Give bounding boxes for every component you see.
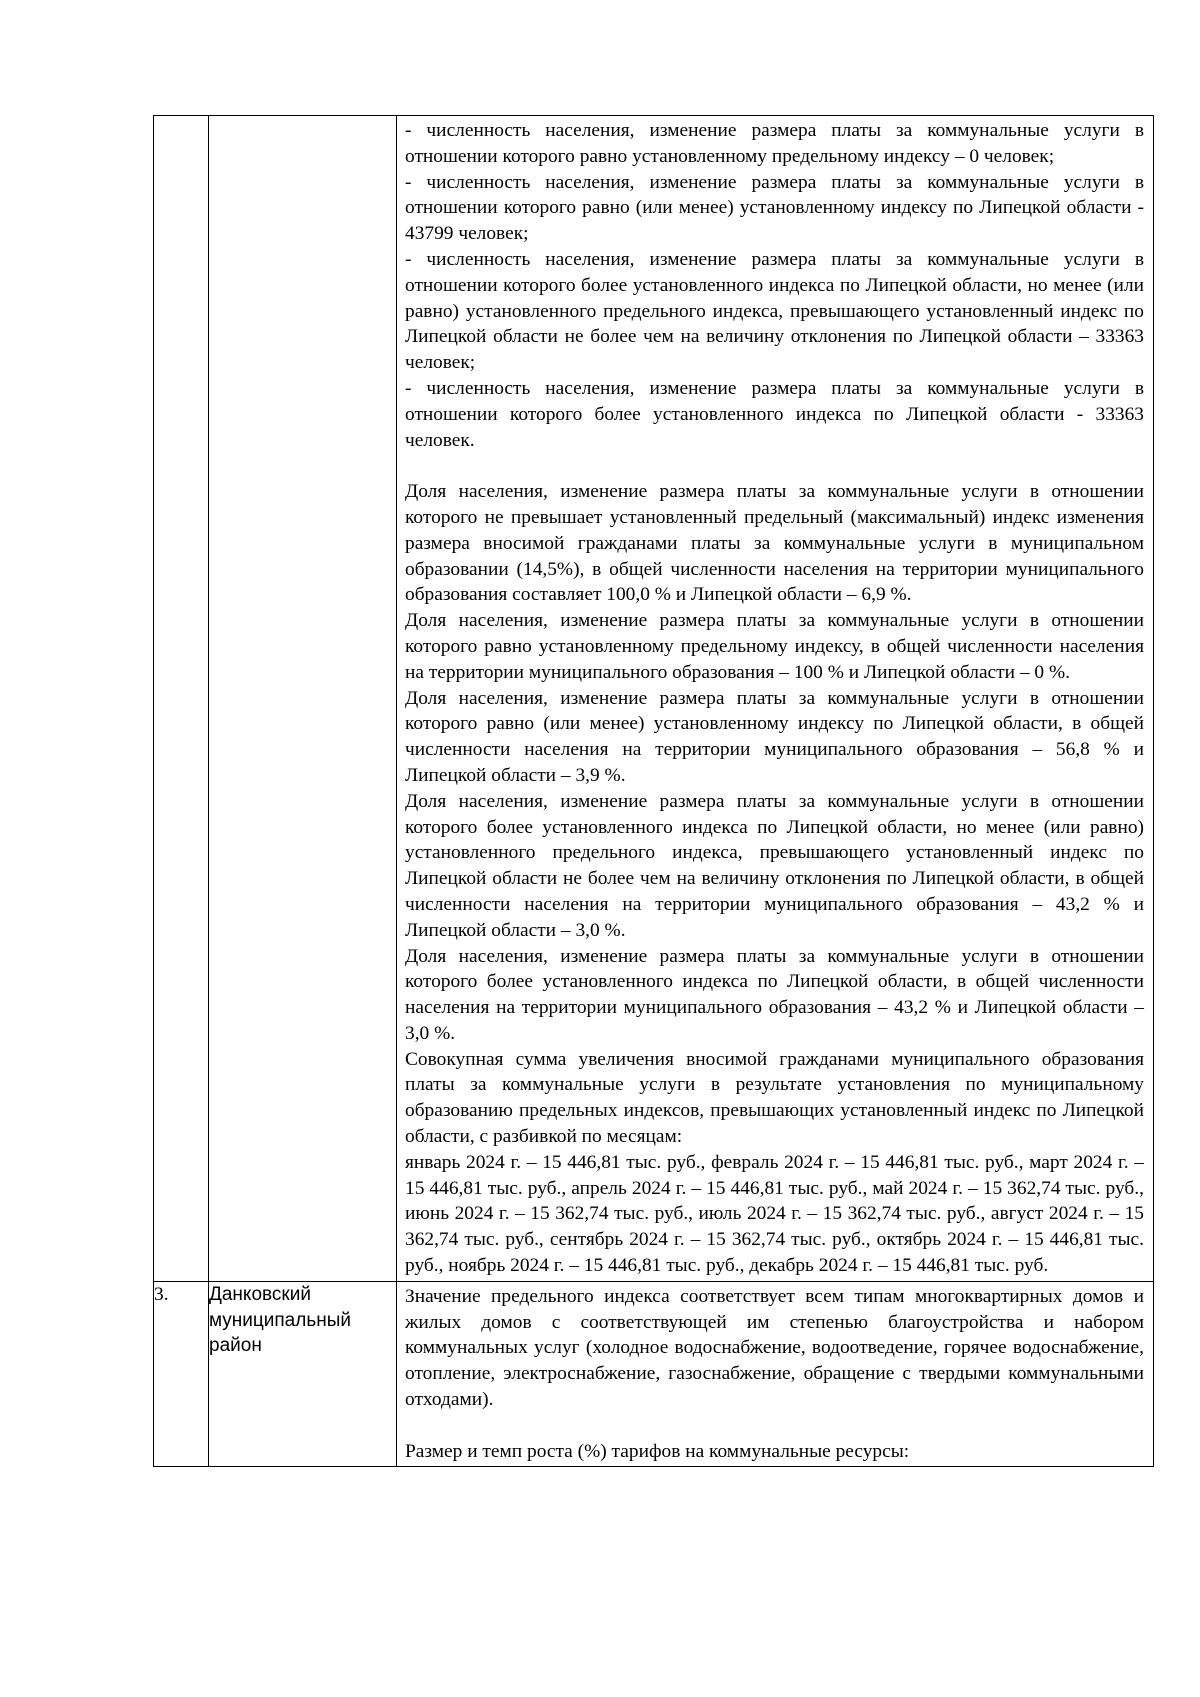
index-description-paragraph: Значение предельного индекса соответствует всем типам многоквартирных домов и жилых домов с соответствующей им степенью благоустройства и набором коммунальных услуг (холодное водоснабжение, водоотведение, горячее водоснабжение, отопление, электроснабжение, газоснабжение, обращение с твердыми коммунальными отходами).: [405, 1285, 1144, 1411]
share-paragraph: Доля населения, изменение размера платы за коммунальные услуги в отношении которого более установленного индекса по Липецкой области, в общей численности населения на территории муниципального образования – 43,2 % и Липецкой области – 3,0 %.: [405, 945, 1144, 1044]
row-number-cell: 3.: [154, 1281, 209, 1467]
share-paragraph: Доля населения, изменение размера платы за коммунальные услуги в отношении которого равно установленному предельному индексу, в общей численности населения на территории муниципального образования – 100 % и Липецкой области – 0 %.: [405, 610, 1144, 683]
municipality-name-cell: [209, 116, 397, 1282]
population-item: - численность населения, изменение размера платы за коммунальные услуги в отношении которого более установленного индекса по Липецкой области - 33363 человек.: [405, 377, 1144, 451]
paragraph-gap: [405, 1413, 1144, 1439]
description-text: [397, 1282, 1153, 1467]
population-item: - численность населения, изменение размера платы за коммунальные услуги в отношении которого равно установленному предельному индексу – 0 человек;: [405, 120, 1144, 167]
municipality-name-cell: [209, 1281, 397, 1467]
paragraph-gap: [405, 453, 1144, 479]
description-cell: [397, 1281, 1154, 1467]
municipality-name-line: муниципальный: [209, 1309, 351, 1331]
share-paragraph: Доля населения, изменение размера платы за коммунальные услуги в отношении которого более установленного индекса по Липецкой области, но менее (или равно) установленного предельного индекса, превышающего установленный индекс по Липецкой области не более чем на величину отклонения по Липецкой области, в общей численности населения на территории муниципального образования – 43,2 % и Липецкой области – 3,0 %.: [405, 790, 1144, 941]
share-paragraph: Доля населения, изменение размера платы за коммунальные услуги в отношении которого не превышает установленный предельный (максимальный) индекс изменения размера вносимой гражданами платы за коммунальные услуги в муниципальном образовании (14,5%), в общей численности населения на территории муниципального образования составляет 100,0 % и Липецкой области – 6,9 %.: [405, 481, 1144, 606]
municipality-name-line: район: [209, 1335, 262, 1357]
municipality-name-line: Данковский: [209, 1283, 311, 1305]
row-number-cell: [154, 116, 209, 1282]
description-text: [397, 116, 1153, 1281]
total-sum-paragraph: Совокупная сумма увеличения вносимой гражданами муниципального образования платы за коммунальные услуги в результате установления по муниципальному образованию предельных индексов, превышающих установленный индекс по Липецкой области, с разбивкой по месяцам:: [405, 1048, 1144, 1148]
monthly-breakdown-paragraph: январь 2024 г. – 15 446,81 тыс. руб., февраль 2024 г. – 15 446,81 тыс. руб., март 2024 г. – 15 446,81 тыс. руб., апрель 2024 г. – 15 446,81 тыс. руб., май 2024 г. – 15 362,74 тыс. руб., июнь 2024 г. – 15 362,74 тыс. руб., июль 2024 г. – 15 362,74 тыс. руб., август 2024 г. – 15 362,74 тыс. руб., сентябрь 2024 г. – 15 362,74 тыс. руб., октябрь 2024 г. – 15 446,81 тыс. руб., ноябрь 2024 г. – 15 446,81 тыс. руб., декабрь 2024 г. – 15 446,81 тыс. руб.: [405, 1151, 1144, 1277]
population-item: - численность населения, изменение размера платы за коммунальные услуги в отношении которого равно (или менее) установленному индексу по Липецкой области - 43799 человек;: [405, 171, 1144, 245]
population-item: - численность населения, изменение размера платы за коммунальные услуги в отношении которого более установленного индекса по Липецкой области, но менее (или равно) установленного предельного индекса, превышающего установленный индекс по Липецкой области не более чем на величину отклонения по Липецкой области – 33363 человек;: [405, 248, 1144, 374]
table-row-3: [154, 1281, 1154, 1467]
share-paragraph: Доля населения, изменение размера платы за коммунальные услуги в отношении которого равно (или менее) установленному индексу по Липецкой области, в общей численности населения на территории муниципального образования – 56,8 % и Липецкой области – 3,9 %.: [405, 687, 1144, 786]
document-table: [153, 115, 1154, 1467]
table-row-continuation: [154, 116, 1154, 1282]
tariff-heading-paragraph: Размер и темп роста (%) тарифов на коммунальные ресурсы:: [405, 1440, 910, 1462]
description-cell: [397, 116, 1154, 1282]
